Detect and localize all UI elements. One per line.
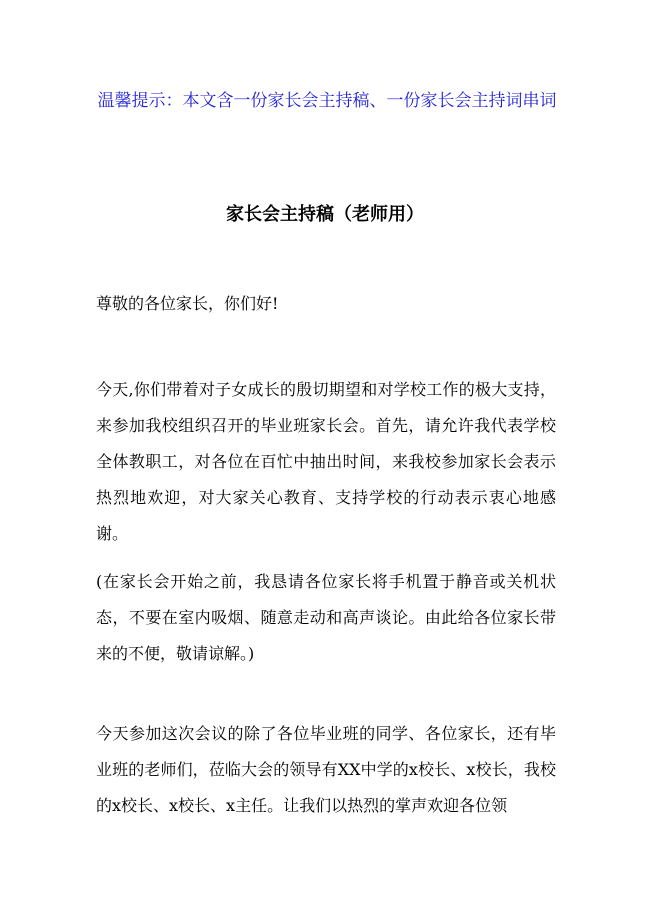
notice-text: 温馨提示：本文含一份家长会主持稿、一份家长会主持词串词 [97, 91, 557, 111]
document-title: 家长会主持稿（老师用） [226, 204, 424, 225]
paragraph-attendees: 今天参加这次会议的除了各位毕业班的同学、各位家长，还有毕业班的老师们，莅临大会的领导有XX中学的x校长、x校长，我校的x校长、x校长、x主任。让我们以热烈的掌声欢迎各位领 [96, 724, 556, 815]
paragraph-welcome: 今天,你们带着对子女成长的殷切期望和对学校工作的极大支持，来参加我校组织召开的毕业班家长会。首先，请允许我代表学校全体教职工，对各位在百忙中抽出时间，来我校参加家长会表示热烈地欢迎，对大家关心教育、支持学校的行动表示衷心地感谢。 [96, 380, 556, 543]
paragraph-phone-notice: (在家长会开始之前，我恳请各位家长将手机置于静音或关机状态，不要在室内吸烟、随意走动和高声谈论。由此给各位家长带来的不便，敬请谅解。) [96, 572, 556, 663]
paragraph-greeting: 尊敬的各位家长，你们好! [96, 294, 279, 313]
